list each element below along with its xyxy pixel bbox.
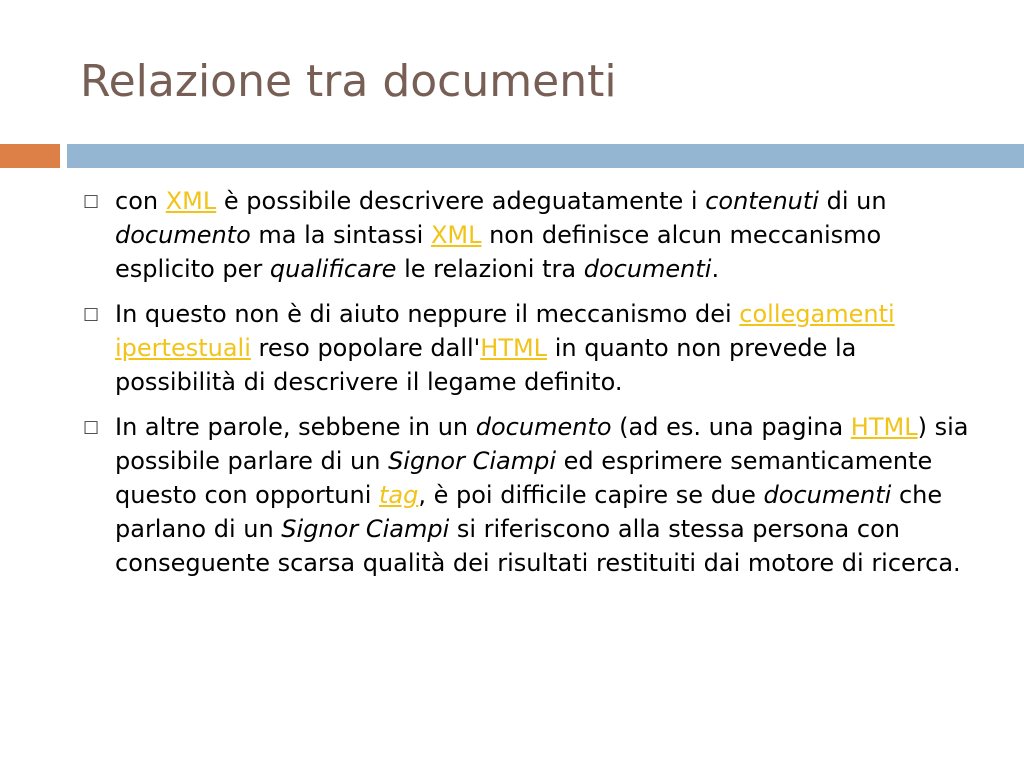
text-segment: In questo non è di aiuto neppure il meccanismo dei bbox=[115, 300, 740, 328]
text-segment: ma la sintassi bbox=[250, 221, 431, 249]
bullet-item-1 bbox=[80, 184, 980, 286]
bullet-marker-icon: □ bbox=[83, 417, 100, 437]
bullet-item-2 bbox=[80, 297, 980, 399]
text-segment: ) sia possibile parlare di un bbox=[115, 413, 969, 475]
bullet-marker-icon: □ bbox=[83, 304, 100, 324]
accent-bar-blue bbox=[67, 144, 1024, 168]
link-collegamenti-ipertestuali[interactable]: collegamenti ipertestuali bbox=[115, 300, 895, 362]
text-segment: ed esprimere semanticamente questo con opportuni bbox=[115, 447, 933, 509]
text-segment: con bbox=[115, 187, 166, 215]
emphasis-qualificare: qualificare bbox=[269, 255, 397, 283]
slide-title: Relazione tra documenti bbox=[80, 56, 617, 107]
accent-bar-orange bbox=[0, 144, 60, 168]
emphasis-contenuti: contenuti bbox=[705, 187, 819, 215]
text-segment: (ad es. una pagina bbox=[611, 413, 851, 441]
link-html[interactable]: HTML bbox=[480, 334, 548, 362]
text-segment: reso popolare dall' bbox=[250, 334, 481, 362]
text-segment: di un bbox=[818, 187, 887, 215]
text-segment: non definisce alcun meccanismo esplicito per bbox=[115, 221, 882, 283]
bullet-marker-icon: □ bbox=[83, 191, 100, 211]
emphasis-documenti: documenti bbox=[763, 481, 892, 509]
emphasis-documenti: documenti bbox=[583, 255, 712, 283]
emphasis-documento: documento bbox=[115, 221, 251, 249]
link-html[interactable]: HTML bbox=[850, 413, 918, 441]
emphasis-signor-ciampi: Signor Ciampi bbox=[281, 515, 450, 543]
text-segment: è possibile descrivere adeguatamente i bbox=[216, 187, 706, 215]
bullet-list bbox=[80, 184, 980, 591]
link-xml[interactable]: XML bbox=[165, 187, 217, 215]
text-segment: si riferiscono alla stessa persona con conseguente scarsa qualità dei risultati restituiti dai motore di ricerca. bbox=[115, 515, 961, 577]
emphasis-signor-ciampi: Signor Ciampi bbox=[388, 447, 557, 475]
text-segment: che parlano di un bbox=[115, 481, 943, 543]
text-segment: , è poi difficile capire se due bbox=[418, 481, 764, 509]
text-segment: le relazioni tra bbox=[396, 255, 584, 283]
link-xml[interactable]: XML bbox=[430, 221, 482, 249]
link-tag[interactable]: tag bbox=[379, 481, 419, 509]
text-segment: In altre parole, sebbene in un bbox=[115, 413, 476, 441]
bullet-item-3 bbox=[80, 410, 980, 580]
text-segment: . bbox=[711, 255, 720, 283]
text-segment: in quanto non prevede la possibilità di descrivere il legame definito. bbox=[115, 334, 857, 396]
emphasis-documento: documento bbox=[475, 413, 612, 441]
